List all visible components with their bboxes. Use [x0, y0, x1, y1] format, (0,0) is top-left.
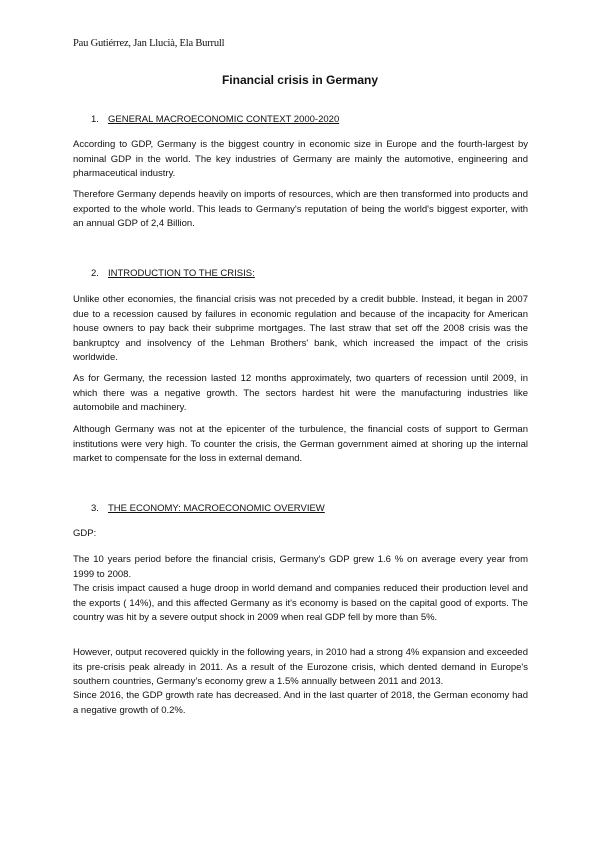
- section-2-paragraph-1: Unlike other economies, the financial crisis was not preceded by a credit bubble. Instead, it began in 2007 due to a recession caused by failures in economic regulation and because of the incapacity for American house owners to pay back their subprime mortgages. The last straw that set off the 2008 crisis was the bankruptcy and insolvency of the Lehman Brothers' bank, which increased the impact of the crisis worldwide.: [73, 294, 528, 363]
- section-3-paragraph-4: Since 2016, the GDP growth rate has decreased. And in the last quarter of 2018, the German economy had a negative growth of 0.2%.: [73, 690, 528, 716]
- section-3-title: THE ECONOMY: MACROECONOMIC OVERVIEW: [108, 503, 325, 514]
- section-2-heading: [91, 268, 255, 279]
- section-3-paragraph-1: The 10 years period before the financial crisis, Germany's GDP grew 1.6 % on average every year from 1999 to 2008.: [73, 554, 528, 580]
- section-3-number: 3.: [91, 503, 99, 514]
- page-title: Financial crisis in Germany: [221, 73, 379, 87]
- authors-line: Pau Gutiérrez, Jan Llucià, Ela Burrull: [73, 38, 225, 49]
- section-1-paragraph-2: Therefore Germany depends heavily on imports of resources, which are then transformed into products and exported to the whole world. This leads to Germany's reputation of being the world's biggest exporter, with an annual GDP of 2,4 Billion.: [73, 189, 528, 229]
- section-3-heading: [91, 503, 325, 514]
- section-1-title: GENERAL MACROECONOMIC CONTEXT 2000-2020: [108, 114, 340, 125]
- section-3-paragraph-3: However, output recovered quickly in the following years, in 2010 had a strong 4% expansion and exceeded its pre-crisis peak already in 2011. As a result of the Eurozone crisis, which dented demand in Europe's southern countries, Germany's economy grew a 1.5% annually between 2011 and 2013.: [73, 647, 528, 687]
- section-1-number: 1.: [91, 114, 99, 125]
- section-3-paragraph-2: The crisis impact caused a huge droop in world demand and companies reduced their production level and the exports ( 14%), and this affected Germany as it's economy is based on the capital good of exports. The country was hit by a severe output shock in 2009 when real GDP fell by more than 5%.: [73, 583, 528, 623]
- section-2-paragraph-2: As for Germany, the recession lasted 12 months approximately, two quarters of recession until 2009, in which there was a negative growth. The sectors hardest hit were the manufacturing industries like automobile and machinery.: [73, 373, 528, 413]
- section-1-paragraph-1: According to GDP, Germany is the biggest country in economic size in Europe and the fourth-largest by nominal GDP in the world. The key industries of Germany are mainly the automotive, engineering and pharmaceutical industry.: [73, 139, 528, 179]
- section-2-paragraph-3: Although Germany was not at the epicenter of the turbulence, the financial costs of support to German institutions were very high. To counter the crisis, the German government aimed at shoring up the internal market to compensate for the loss in external demand.: [73, 424, 528, 464]
- gdp-subheading: GDP:: [73, 528, 97, 539]
- section-1-heading: [91, 114, 339, 125]
- section-2-title: INTRODUCTION TO THE CRISIS:: [108, 268, 255, 279]
- section-2-number: 2.: [91, 268, 99, 279]
